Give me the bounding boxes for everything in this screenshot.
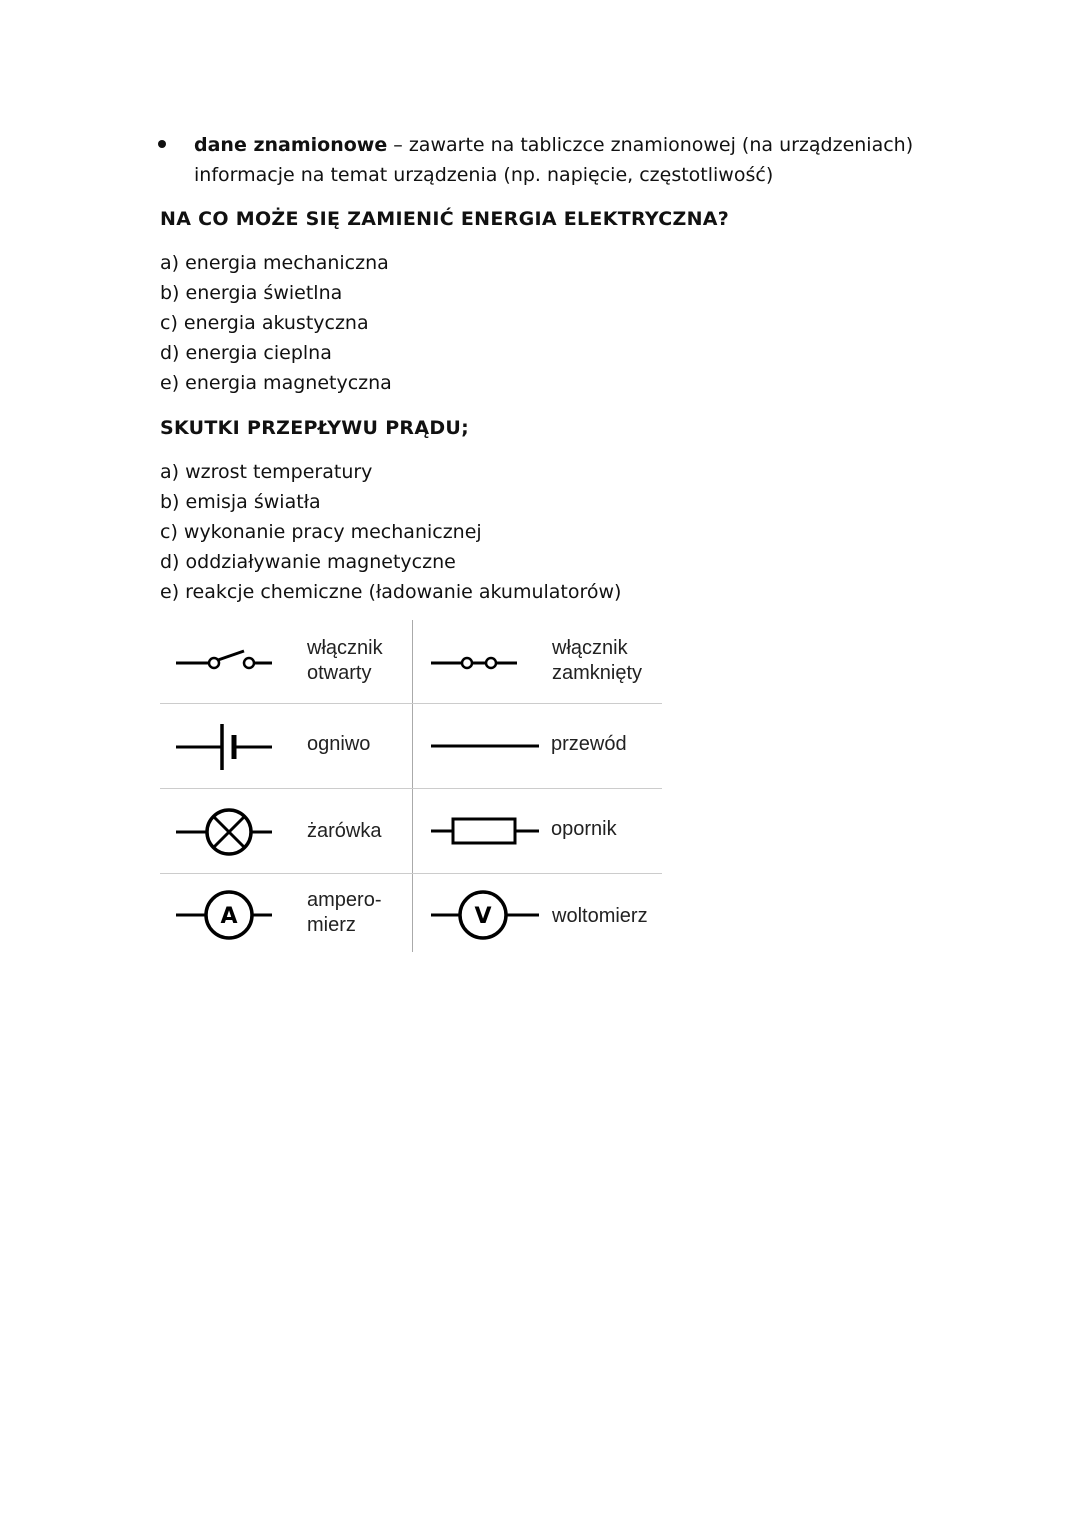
bullet-dot-icon	[158, 140, 166, 148]
symbol-cell-bulb	[160, 789, 410, 873]
list-item: a) wzrost temperatury	[160, 461, 373, 483]
list-item: a) energia mechaniczna	[160, 252, 389, 274]
voltmeter-letter: V	[474, 904, 492, 929]
symbol-label: opornik	[551, 818, 617, 840]
list-item: d) energia cieplna	[160, 342, 332, 364]
switch-closed-icon	[429, 648, 519, 678]
energy-list	[160, 248, 392, 398]
list-item: c) wykonanie pracy mechanicznej	[160, 521, 482, 543]
section-heading-effects: SKUTKI PRZEPŁYWU PRĄDU;	[160, 417, 470, 439]
circuit-symbols-table	[160, 620, 662, 952]
resistor-icon	[429, 815, 541, 847]
symbol-label: żarówka	[307, 820, 382, 842]
symbol-cell-wire	[413, 704, 663, 788]
label-line: otwarty	[307, 662, 372, 684]
battery-cell-icon	[174, 720, 274, 774]
label-line: zamknięty	[552, 662, 643, 684]
label-line: włącznik	[552, 637, 628, 659]
definition-text	[194, 130, 914, 190]
symbol-cell-resistor	[413, 789, 663, 873]
list-item: e) reakcje chemiczne (ładowanie akumulatorów)	[160, 581, 622, 603]
list-item: c) energia akustyczna	[160, 312, 369, 334]
list-item: d) oddziaływanie magnetyczne	[160, 551, 456, 573]
list-item: e) energia magnetyczna	[160, 372, 392, 394]
symbol-label	[307, 636, 383, 686]
definition-line-2: informacje na temat urządzenia (np. napięcie, częstotliwość)	[194, 164, 774, 186]
effects-list	[160, 457, 621, 607]
symbol-cell-ammeter	[160, 874, 410, 952]
list-item: b) emisja światła	[160, 491, 321, 513]
ammeter-letter: A	[220, 904, 238, 929]
list-item: b) energia świetlna	[160, 282, 343, 304]
symbol-cell-switch-open	[160, 620, 410, 703]
label-line: ampero-	[307, 889, 382, 911]
ammeter-icon	[174, 888, 274, 942]
wire-icon	[429, 736, 541, 756]
label-line: mierz	[307, 914, 356, 936]
definition-term: dane znamionowe	[194, 134, 388, 156]
symbol-label: ogniwo	[307, 733, 371, 755]
bulb-icon	[174, 805, 274, 859]
symbol-label: przewód	[551, 733, 627, 755]
symbol-cell-battery	[160, 704, 410, 788]
symbol-cell-switch-closed	[413, 620, 663, 703]
label-line: włącznik	[307, 637, 383, 659]
definition-line-1	[194, 130, 914, 160]
switch-open-icon	[174, 648, 274, 678]
symbol-label	[552, 636, 642, 686]
section-heading-energy: NA CO MOŻE SIĘ ZAMIENIĆ ENERGIA ELEKTRYCZNA?	[160, 208, 730, 230]
voltmeter-icon	[429, 888, 541, 942]
symbol-label: woltomierz	[552, 905, 648, 927]
symbol-label	[307, 888, 381, 938]
definition-rest: – zawarte na tabliczce znamionowej (na urządzeniach)	[387, 134, 914, 156]
symbol-cell-voltmeter	[413, 874, 663, 952]
